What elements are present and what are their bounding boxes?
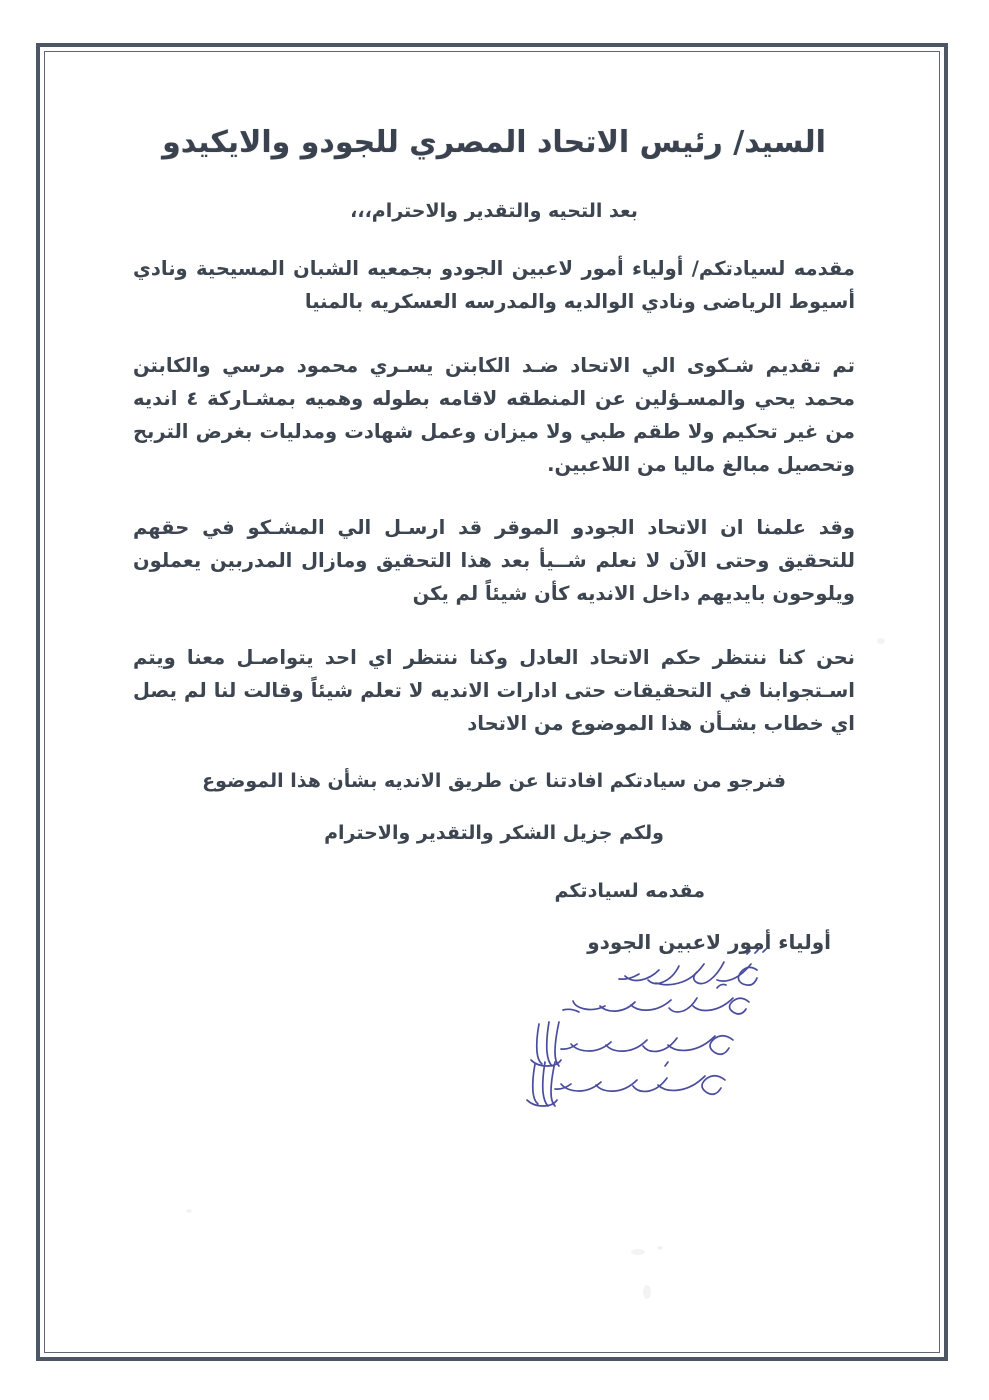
closing-block: [133, 844, 855, 954]
thanks-line: ولكم جزيل الشكر والتقدير والاحترام: [324, 821, 664, 844]
paragraph-3: وقد علمنا ان الاتحاد الجودو الموقر قد ارسـل الي المشـكو في حقهم للتحقيق وحتى الآن لا نعلم شــيأ بعد هذا التحقيق ومازال المدربين يعملون ويلوحون بايديهم داخل الانديه كأن شيئاً لم يكن: [133, 516, 855, 606]
request-line: فنرجو من سيادتكم افادتنا عن طريق الانديه بشأن هذا الموضوع: [202, 769, 786, 792]
page-title: السيد/ رئيس الاتحاد المصري للجودو والايكيدو: [162, 125, 826, 160]
signature-4-stroke: [527, 1062, 725, 1106]
paragraph-4: نحن كنا ننتظر حكم الاتحاد العادل وكنا ننتظر اي احد يتواصـل معنا ويتم اسـتجوابنا في التحقيقات حتى ادارات الانديه لا تعلم شيئاً وقالت لنا لم يصل اي خطاب بشـأن هذا الموضوع من الاتحاد: [133, 645, 855, 735]
signature-3-stroke: [531, 1022, 733, 1066]
salutation-line: بعد التحيه والتقدير والاحترام،،،: [350, 199, 638, 222]
signature-2-stroke: [563, 984, 749, 1013]
signature-area: [519, 940, 849, 1120]
paragraph-2: تم تقديم شـكوى الي الاتحاد ضـد الكابتن يسـري محمود مرسي والكابتن محمد يحي والمسـؤلين عن المنطقه لاقامه بطوله وهميه بمشـاركة ٤ انديه من غير تحكيم ولا طقم طبي ولا ميزان وعمل شهادت ومدليات بغرض التربح وتحصيل مبالغ ماليا من اللاعبين.: [133, 353, 855, 476]
submitted-by-label: مقدمه لسيادتكم: [554, 879, 705, 902]
signatory-group: أولياء أمور لاعبين الجودو: [587, 929, 831, 954]
signature-1-stroke: [619, 949, 766, 985]
paragraph-1: مقدمه لسيادتكم/ أولياء أمور لاعبين الجودو بجمعيه الشبان المسيحية ونادي أسيوط الرياضى ونادي الوالديه والمدرسه العسكريه بالمنيا: [133, 256, 855, 314]
letter-body: [133, 0, 855, 954]
